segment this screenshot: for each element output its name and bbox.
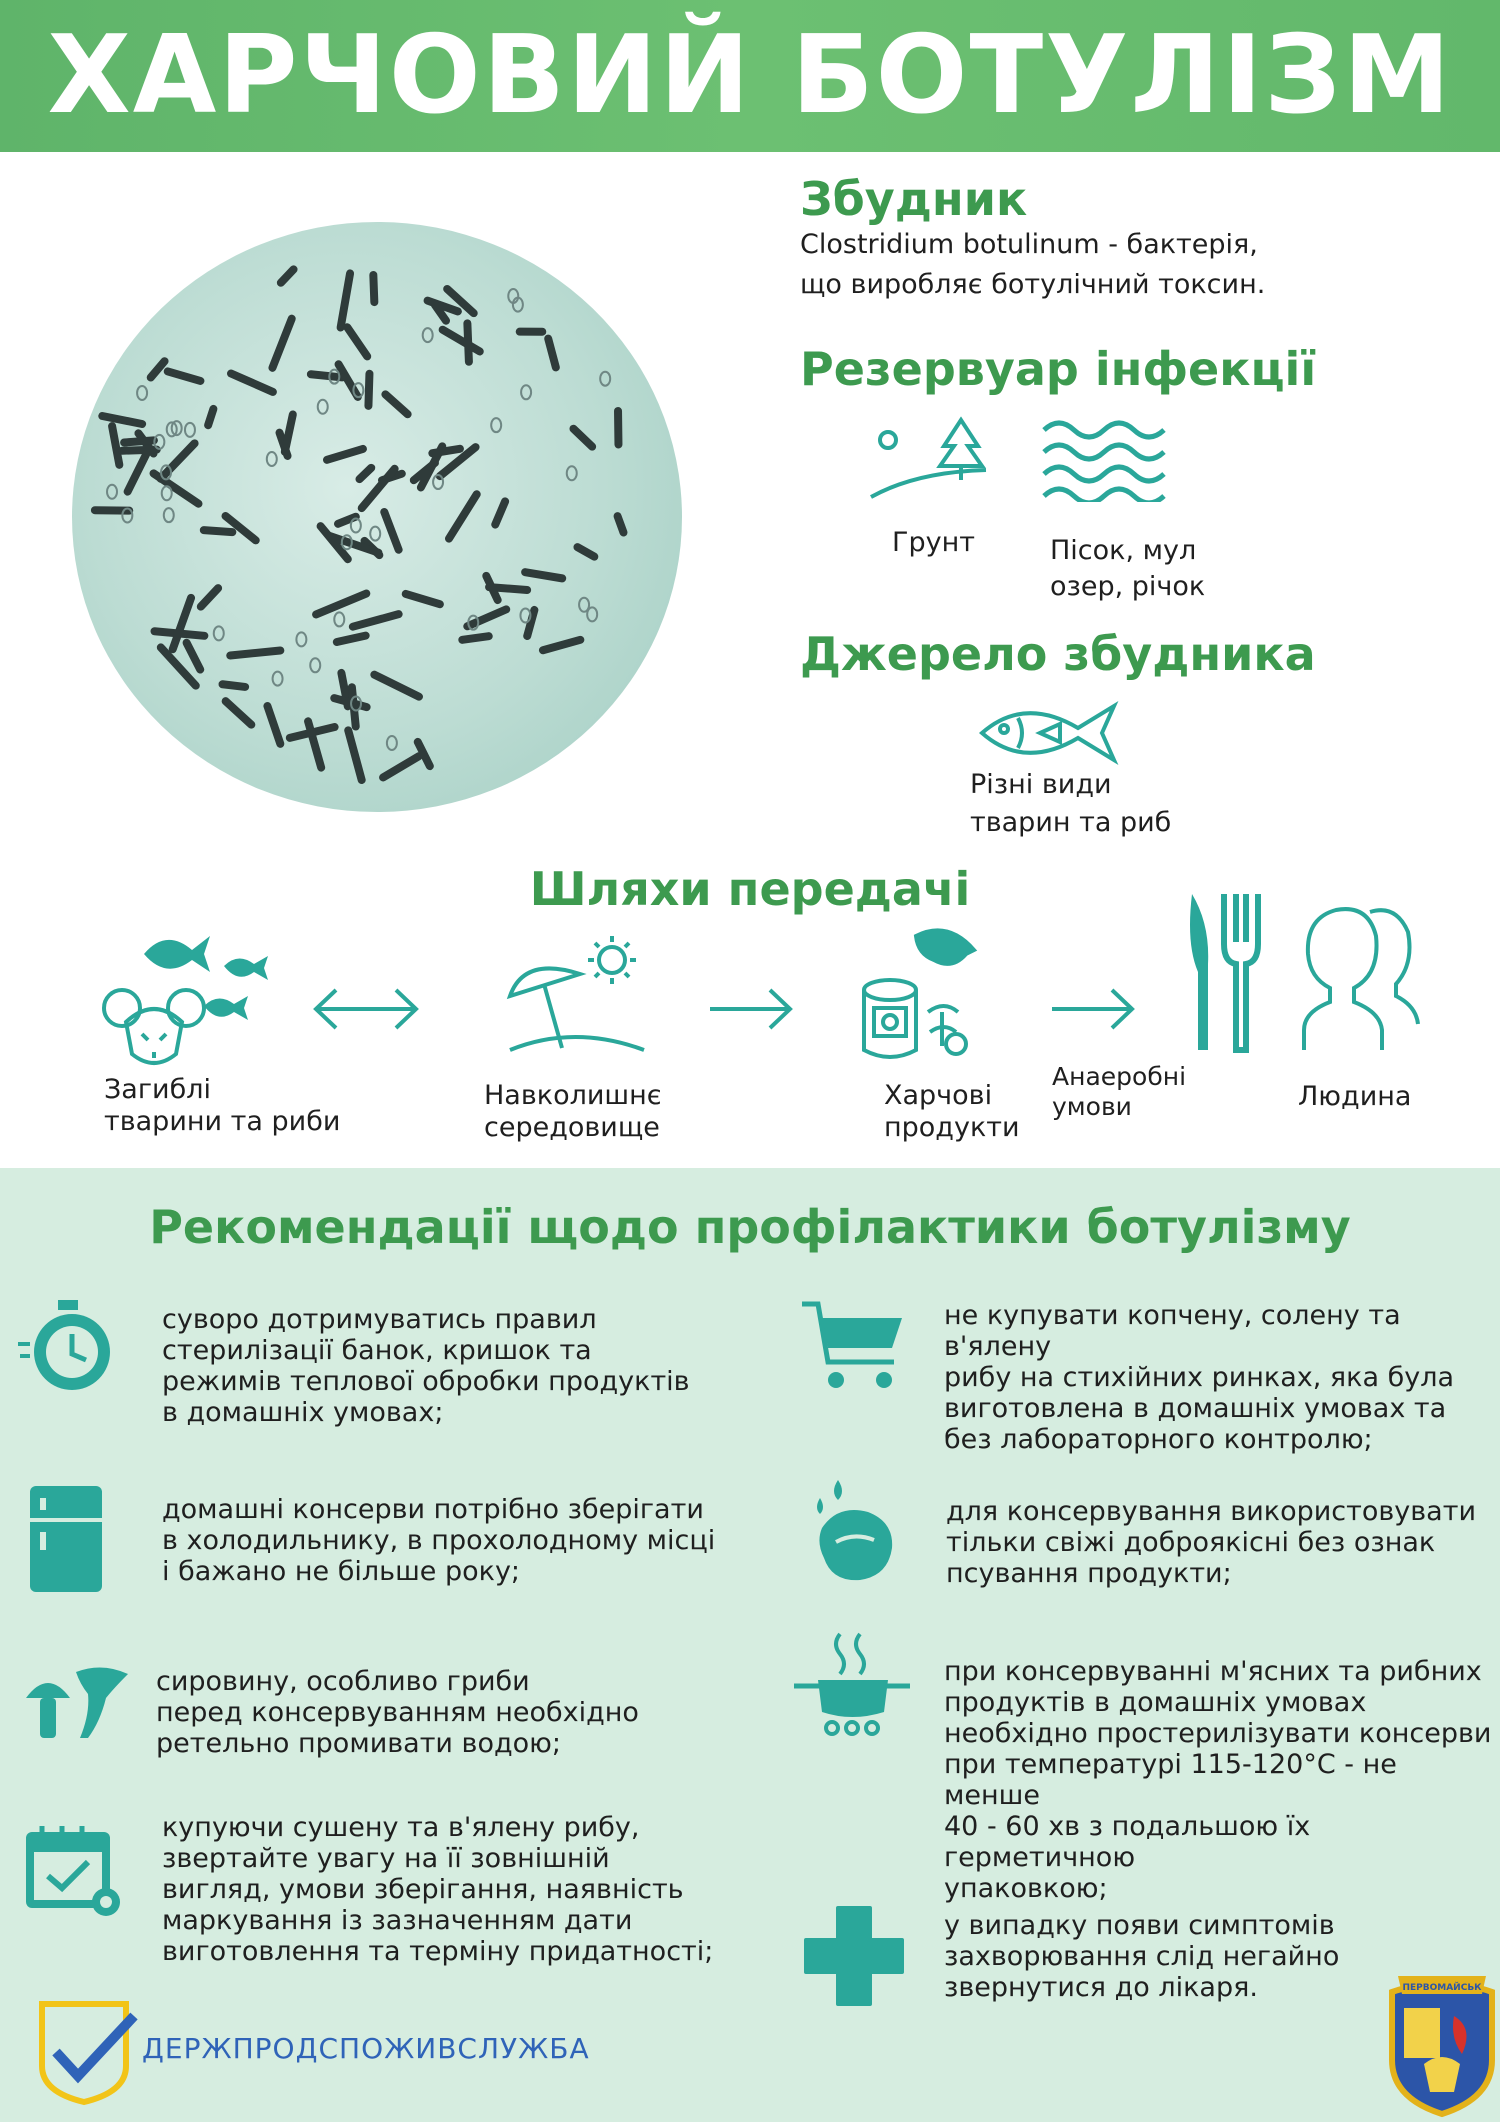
bacterium-spore	[185, 423, 195, 437]
bacterium-spore	[273, 672, 283, 686]
arrow-right-icon-1	[706, 984, 796, 1034]
arrow-right-icon-2	[1048, 984, 1138, 1034]
recommendations-title: Рекомендації щодо профілактики ботулізму	[149, 1200, 1351, 1254]
bacterium-rod	[342, 322, 373, 362]
rec-line: захворювання слід негайно	[944, 1941, 1340, 1972]
bacterium-spore	[423, 328, 433, 342]
bacterium-rod	[572, 542, 600, 562]
bacterium-rod	[516, 328, 547, 336]
bacterium-rod	[378, 751, 425, 783]
step-label-food-line2: продукти	[884, 1112, 1020, 1143]
bacterium-spore	[491, 418, 501, 432]
animals-fish-icon	[96, 926, 286, 1076]
canned-food-icon	[856, 926, 986, 1066]
bacterium-rod	[612, 511, 628, 538]
rec-line: перед консервуванням необхідно	[156, 1697, 639, 1728]
pathogen-text-line2: що виробляє ботулічний токсин.	[800, 269, 1266, 300]
pathogen-text-line1: Clostridium botulinum - бактерія,	[800, 229, 1258, 260]
rec-line: для консервування використовувати	[946, 1496, 1476, 1527]
rec-line: продуктів в домашніх умовах	[944, 1687, 1367, 1718]
step-label-environment-line2: середовище	[484, 1112, 660, 1143]
source-label-line1: Різні види	[970, 769, 1112, 800]
bacterium-rod	[98, 411, 147, 428]
bacterium-rod	[218, 680, 249, 692]
reservoir-label-water-line1: Пісок, мул	[1050, 535, 1197, 566]
rec-storage	[162, 1494, 715, 1587]
rec-line: не купувати копчену, солену та в'ялену	[944, 1300, 1401, 1362]
bacterium-rod	[200, 526, 237, 536]
anaerobic-note-line2: умови	[1052, 1092, 1132, 1121]
bacterium-spore	[334, 612, 344, 626]
rec-line: ретельно промивати водою;	[156, 1728, 561, 1759]
bacterium-rod	[521, 568, 567, 583]
rec-line: тільки свіжі доброякісні без ознак	[946, 1527, 1436, 1558]
step-label-animals-line2: тварини та риби	[104, 1106, 341, 1137]
fresh-produce-icon	[808, 1476, 898, 1586]
rec-line: маркування із зазначенням дати	[162, 1905, 633, 1936]
rec-line: при температурі 115-120°С - не менше	[944, 1749, 1397, 1811]
page-title: ХАРЧОВИЙ БОТУЛІЗМ	[47, 13, 1453, 138]
bacterium-rod	[303, 716, 326, 772]
beach-umbrella-icon	[504, 930, 654, 1060]
rec-line: виготовлена в домашніх умовах та	[944, 1393, 1447, 1424]
step-label-human: Людина	[1298, 1081, 1412, 1112]
pathogen-heading: Збудник	[800, 172, 1028, 226]
bacterium-rod	[226, 368, 278, 397]
rec-line: сировину, особливо гриби	[156, 1666, 530, 1697]
rec-line: звертайте увагу на її зовнішній	[162, 1843, 610, 1874]
bacterium-rod	[369, 669, 424, 702]
medical-cross-icon	[804, 1906, 904, 2006]
rec-markets	[944, 1300, 1500, 1455]
bacterium-rod	[332, 631, 370, 647]
reservoir-label-water-line2: озер, річок	[1050, 571, 1206, 602]
rec-line: домашні консерви потрібно зберігати	[162, 1494, 704, 1525]
bacterium-spore	[370, 527, 380, 541]
rec-line: стерилізації банок, кришок та	[162, 1335, 592, 1366]
bacteria-microscope-image	[72, 222, 682, 812]
bacterium-spore	[214, 626, 224, 640]
rec-washing	[156, 1666, 639, 1759]
rec-fresh-products	[946, 1496, 1476, 1589]
bacterium-rod	[118, 446, 161, 455]
bacterium-spore	[567, 466, 577, 480]
transmission-heading: Шляхи передачі	[529, 862, 971, 916]
rec-line: виготовлення та терміну придатності;	[162, 1936, 714, 1967]
rec-temperature	[944, 1656, 1500, 1904]
bacterium-rod	[120, 436, 158, 447]
bacterium-rod	[379, 507, 404, 555]
bacterium-rod	[443, 489, 482, 544]
bacterium-rod	[203, 404, 218, 430]
rec-line: звернутися до лікаря.	[944, 1972, 1258, 2003]
bacterium-rod	[195, 582, 224, 612]
city-crest-icon	[1384, 1968, 1500, 2118]
cooking-pot-icon	[792, 1630, 912, 1740]
water-waves-icon	[1040, 418, 1170, 502]
bacterium-spore	[600, 372, 610, 386]
bacterium-spore	[267, 452, 277, 466]
bacterium-spore	[521, 385, 531, 399]
bacterium-rod	[336, 269, 355, 332]
timer-icon	[18, 1296, 118, 1396]
bacterium-rod	[364, 370, 373, 410]
bacterium-rod	[369, 271, 378, 306]
source-label-line2: тварин та риб	[970, 807, 1172, 838]
rec-line: суворо дотримуватись правил	[162, 1304, 597, 1335]
bacterium-rod	[538, 635, 585, 655]
bacterium-spore	[387, 736, 397, 750]
bacterium-rod	[226, 646, 285, 660]
rec-line: в холодильнику, в прохолодному місці	[162, 1525, 716, 1556]
bacterium-rod	[490, 496, 510, 530]
bacterium-rod	[267, 313, 297, 373]
step-label-food-line1: Харчові	[884, 1080, 993, 1111]
agency-logo-icon	[36, 1996, 140, 2106]
rec-line: режимів теплової обробки продуктів	[162, 1366, 690, 1397]
rec-line: купуючи сушену та в'ялену рибу,	[162, 1812, 640, 1843]
rec-line: упаковкою;	[944, 1873, 1108, 1904]
rec-dried-fish	[162, 1812, 713, 1967]
reservoir-label-soil: Грунт	[892, 527, 975, 558]
anaerobic-note-line1: Анаеробні	[1052, 1062, 1187, 1091]
bacterium-rod	[348, 609, 404, 631]
bacterium-rod	[437, 324, 485, 357]
bacterium-spore	[164, 508, 174, 522]
bacterium-rod	[262, 701, 285, 749]
rec-line: псування продукти;	[946, 1558, 1232, 1589]
bacterium-rod	[401, 589, 445, 609]
step-label-animals-line1: Загиблі	[104, 1074, 211, 1105]
bacterium-rod	[322, 444, 368, 465]
bacterium-rod	[148, 468, 204, 509]
person-cutlery-icon	[1186, 884, 1426, 1054]
double-arrow-icon	[312, 984, 420, 1034]
rec-line: без лабораторного контролю;	[944, 1424, 1373, 1455]
agency-name: ДЕРЖПРОДСПОЖИВСЛУЖБА	[142, 2032, 590, 2065]
mushroom-icon	[22, 1664, 132, 1744]
bacterium-spore	[310, 658, 320, 672]
fridge-icon	[26, 1484, 106, 1594]
rec-line: необхідно простерилізувати консерви	[944, 1718, 1492, 1749]
bacterium-rod	[343, 725, 366, 784]
calendar-check-icon	[22, 1822, 122, 1918]
reservoir-heading: Резервуар інфекції	[800, 342, 1317, 396]
fish-icon	[974, 700, 1124, 766]
bacterium-rod	[380, 389, 414, 420]
bacterium-rod	[275, 264, 299, 289]
bacterium-spore	[318, 400, 328, 414]
bacterium-rod	[122, 448, 152, 497]
soil-tree-icon	[866, 412, 996, 512]
rec-line: при консервуванні м'ясних та рибних	[944, 1656, 1482, 1687]
bacterium-spore	[587, 607, 597, 621]
rec-doctor	[944, 1910, 1339, 2003]
bacterium-rod	[163, 366, 206, 385]
bacterium-rod	[568, 423, 598, 452]
rec-line: вигляд, умови зберігання, наявність	[162, 1874, 684, 1905]
shopping-cart-icon	[798, 1296, 908, 1396]
rec-line: рибу на стихійних ринках, яка була	[944, 1362, 1455, 1393]
rec-line: і бажано не більше року;	[162, 1556, 521, 1587]
crest-text: ПЕРВОМАЙСЬК	[1402, 1983, 1482, 1993]
bacterium-rod	[220, 695, 257, 730]
step-label-environment-line1: Навколишнє	[484, 1080, 662, 1111]
bacterium-rod	[311, 588, 372, 619]
bacterium-rod	[543, 334, 560, 373]
bacterium-spore	[107, 485, 117, 499]
bacterium-spore	[137, 386, 147, 400]
bacterium-rod	[458, 632, 493, 645]
rec-line: 40 - 60 хв з подальшою їх герметичною	[944, 1811, 1311, 1873]
bacterium-rod	[614, 407, 623, 449]
source-heading: Джерело збудника	[800, 627, 1316, 681]
bacterium-rod	[333, 512, 361, 530]
rec-sterilization	[162, 1304, 690, 1428]
bacterium-rod	[354, 462, 377, 485]
bacterium-spore	[296, 632, 306, 646]
rec-line: у випадку появи симптомів	[944, 1910, 1335, 1941]
bacterium-spore	[162, 486, 172, 500]
rec-line: в домашніх умовах;	[162, 1397, 444, 1428]
